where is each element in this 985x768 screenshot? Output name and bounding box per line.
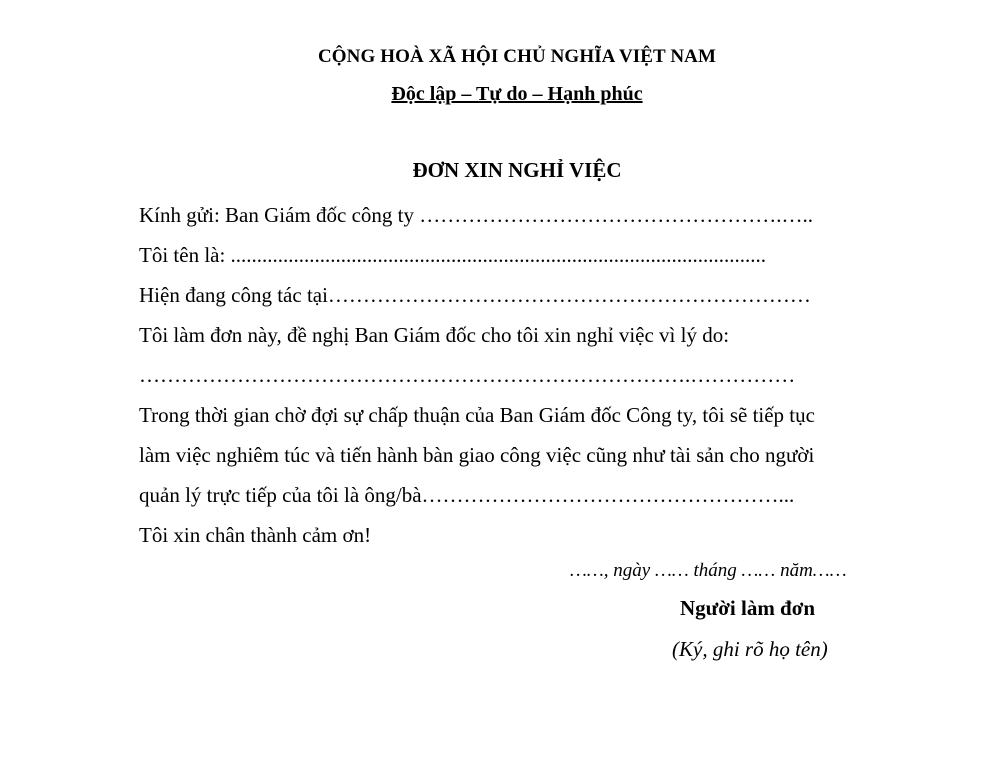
workplace-line: Hiện đang công tác tại…………………………………………………………… bbox=[139, 283, 811, 307]
handover-line: quản lý trực tiếp của tôi là ông/bà……………………………………………... bbox=[139, 483, 795, 507]
recipient-line: Kính gửi: Ban Giám đốc công ty …………………………………………….….. bbox=[139, 203, 814, 227]
thanks-line: Tôi xin chân thành cảm ơn! bbox=[139, 523, 372, 547]
national-title: CỘNG HOÀ XÃ HỘI CHỦ NGHĨA VIỆT NAM bbox=[317, 46, 717, 67]
date-line: ……, ngày …… tháng …… năm…… bbox=[570, 560, 847, 581]
commitment-line-1: Trong thời gian chờ đợi sự chấp thuận của Ban Giám đốc Công ty, tôi sẽ tiếp tục bbox=[139, 403, 815, 427]
document-title: ĐƠN XIN NGHỈ VIỆC bbox=[412, 158, 622, 182]
document-body bbox=[139, 195, 899, 555]
commitment-line-2: làm việc nghiêm túc và tiến hành bàn giao công việc cũng như tài sản cho người bbox=[139, 443, 815, 467]
reason-line: …………………………………………………………………….…………… bbox=[139, 363, 796, 387]
signature-note: (Ký, ghi rõ họ tên) bbox=[672, 637, 828, 661]
name-line: Tôi tên là: ...................................................................................................... bbox=[139, 243, 767, 267]
national-motto: Độc lập – Tự do – Hạnh phúc bbox=[391, 83, 643, 105]
signer-label: Người làm đơn bbox=[680, 596, 816, 620]
request-line: Tôi làm đơn này, đề nghị Ban Giám đốc cho tôi xin nghỉ việc vì lý do: bbox=[139, 323, 730, 347]
